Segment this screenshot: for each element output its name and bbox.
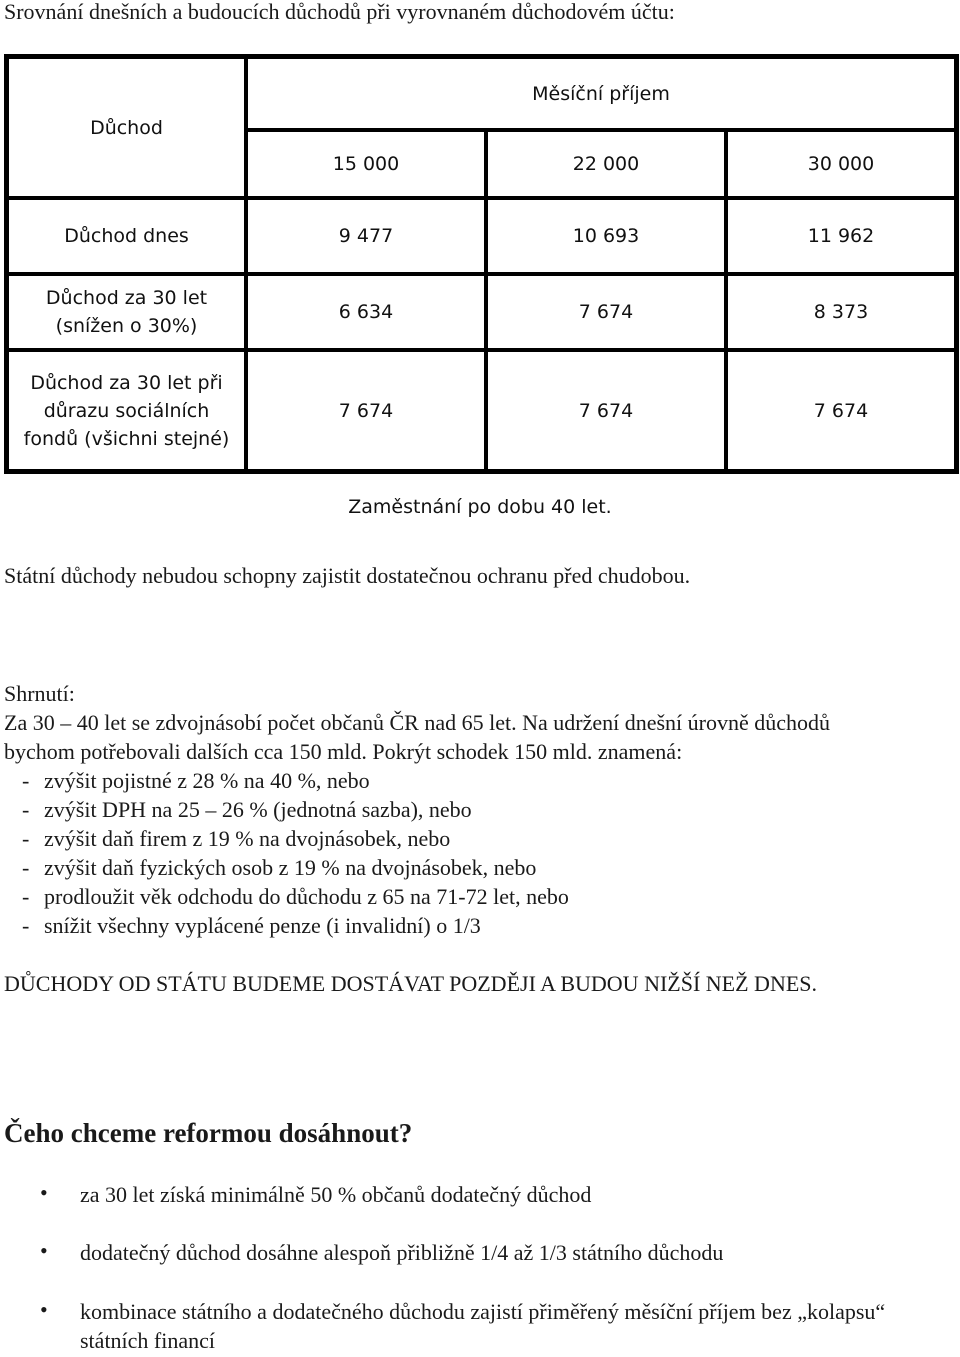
- table-cell: 11 962: [728, 200, 954, 272]
- list-item: - snížit všechny vyplácené penze (i invalidní) o 1/3: [22, 913, 481, 938]
- bullet-icon: •: [40, 1180, 48, 1205]
- table-income-level: 22 000: [488, 132, 724, 196]
- table-row-label: Důchod za 30 let při důrazu sociálních fondů (všichni stejné): [9, 352, 244, 469]
- summary-heading: Shrnutí:: [4, 681, 75, 706]
- summary-text-line: bychom potřebovali dalších cca 150 mld. Pokrýt schodek 150 mld. znamená:: [4, 739, 683, 764]
- table-cell: 7 674: [488, 352, 724, 469]
- table-caption: Zaměstnání po dobu 40 let.: [348, 496, 612, 518]
- section-heading: Čeho chceme reformou dosáhnout?: [4, 1118, 413, 1148]
- table-cell: 10 693: [488, 200, 724, 272]
- bullet-icon: •: [40, 1238, 48, 1263]
- table-cell: 9 477: [248, 200, 484, 272]
- page-title: Srovnání dnešních a budoucích důchodů při vyrovnaném důchodovém účtu:: [4, 0, 675, 24]
- table-income-level: 30 000: [728, 132, 954, 196]
- table-cell: 7 674: [728, 352, 954, 469]
- list-item: - zvýšit pojistné z 28 % na 40 %, nebo: [22, 768, 370, 793]
- statement-text: Státní důchody nebudou schopny zajistit dostatečnou ochranu před chudobou.: [4, 563, 691, 588]
- table-cell: 7 674: [248, 352, 484, 469]
- list-item: - zvýšit daň firem z 19 % na dvojnásobek, nebo: [22, 826, 451, 851]
- list-item: - prodloužit věk odchodu do důchodu z 65 na 71-72 let, nebo: [22, 884, 569, 909]
- table-cell: 6 634: [248, 276, 484, 348]
- table-cell: 7 674: [488, 276, 724, 348]
- list-item: - zvýšit daň fyzických osob z 19 % na dvojnásobek, nebo: [22, 855, 537, 880]
- table-header-pension: Důchod: [9, 59, 244, 196]
- table-row-label: Důchod za 30 let (snížen o 30%): [9, 276, 244, 348]
- table-header-income: Měsíční příjem: [248, 59, 954, 128]
- table-cell: 8 373: [728, 276, 954, 348]
- conclusion-text: DŮCHODY OD STÁTU BUDEME DOSTÁVAT POZDĚJI A BUDOU NIŽŠÍ NEŽ DNES.: [4, 971, 818, 996]
- table-income-level: 15 000: [248, 132, 484, 196]
- table-row-label: Důchod dnes: [9, 200, 244, 272]
- summary-text-line: Za 30 – 40 let se zdvojnásobí počet občanů ČR nad 65 let. Na udržení dnešní úrovně důchodů: [4, 710, 831, 735]
- list-item: - zvýšit DPH na 25 – 26 % (jednotná sazba), nebo: [22, 797, 472, 822]
- pension-comparison-table: [4, 54, 959, 474]
- bullet-icon: •: [40, 1297, 48, 1322]
